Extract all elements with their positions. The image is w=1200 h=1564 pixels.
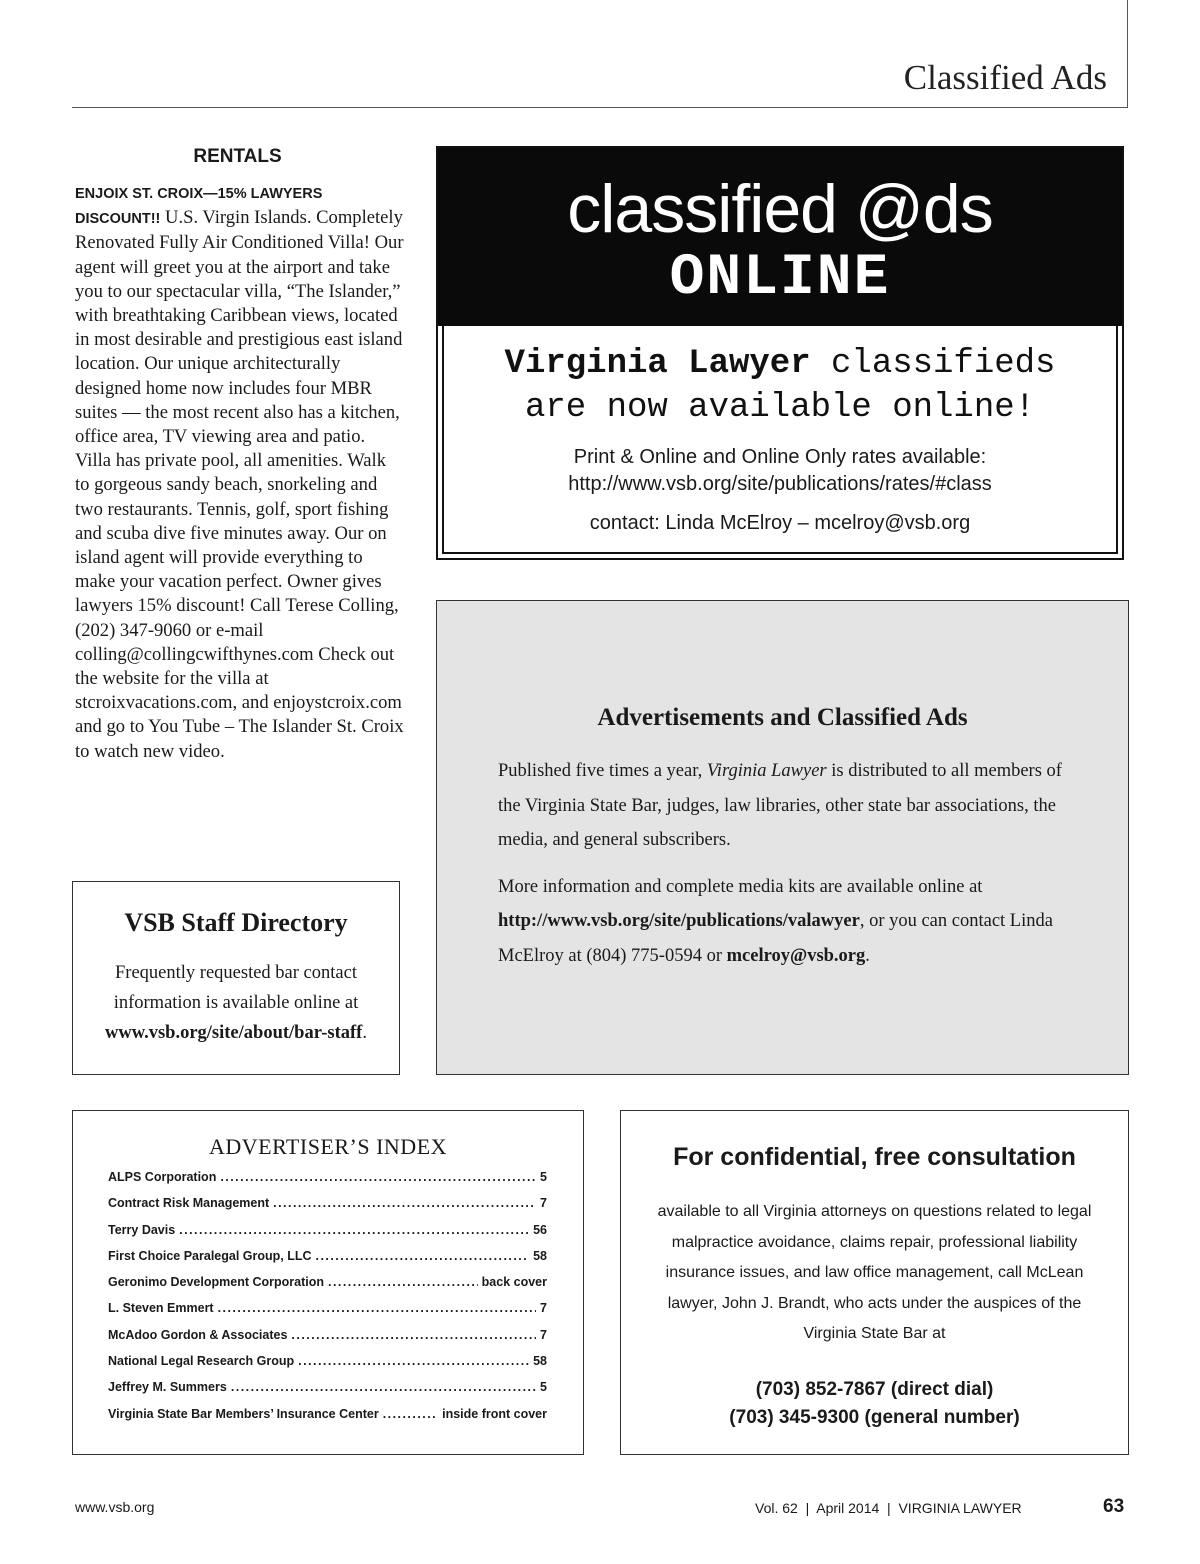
subhead-line2: are now available online! bbox=[524, 389, 1036, 427]
dot-leader bbox=[218, 1301, 536, 1315]
index-entry-page: 7 bbox=[540, 1327, 547, 1342]
distribution-paragraph bbox=[498, 754, 1088, 858]
dot-leader bbox=[273, 1196, 536, 1210]
classifieds-online-ad bbox=[436, 146, 1124, 560]
header-divider bbox=[72, 107, 1128, 108]
advertising-info-box bbox=[436, 600, 1129, 1075]
rates-info bbox=[444, 444, 1116, 498]
index-entry-page: 7 bbox=[540, 1196, 547, 1211]
advertiser-index-list bbox=[108, 1170, 547, 1433]
media-kit-link[interactable]: http://www.vsb.org/site/publications/valawyer bbox=[498, 911, 860, 931]
rental-listing-text: U.S. Virgin Islands. Completely Renovated Fully Air Conditioned Villa! Our agent will greet you at the airport and take you to our spectacular villa, “The Islander,” with breathtaking Caribbean views, located in most desirable and prestigious east island location. Our unique architecturally designed home now includes four MBR suites — the most recent also has a kitchen, office area, TV viewing area and patio. Villa has private pool, all amenities. Walk to gorgeous sandy beach, snorkeling and two restaurants. Tennis, golf, sport fishing and scuba dive five minutes away. Our on island agent will provide everything to make your vacation perfect. Owner gives lawyers 15% discount! Call Terese Colling, (202) 347-9060 or e-mail colling@collingcwifthynes.com Check out the website for the villa at stcroixvacations.com, and enjoystcroix.com and go to You Tube – The Islander St. Croix to watch new video. bbox=[75, 207, 404, 762]
media-kit-period: . bbox=[865, 945, 870, 966]
distribution-text: Published five times a year, bbox=[498, 761, 707, 781]
index-entry-name: McAdoo Gordon & Associates bbox=[108, 1327, 288, 1342]
staff-directory-title: VSB Staff Directory bbox=[124, 908, 348, 937]
advertiser-index-title: ADVERTISER’S INDEX bbox=[208, 1134, 448, 1159]
index-entry-page: inside front cover bbox=[442, 1406, 547, 1421]
media-kit-paragraph bbox=[498, 870, 1088, 974]
index-entry bbox=[108, 1407, 547, 1433]
index-entry-name: Terry Davis bbox=[108, 1222, 176, 1237]
index-entry-page: 56 bbox=[533, 1222, 547, 1237]
classifieds-online-word: ONLINE bbox=[669, 246, 891, 311]
index-entry bbox=[108, 1275, 547, 1301]
index-entry bbox=[108, 1170, 547, 1196]
index-entry bbox=[108, 1354, 547, 1380]
index-entry-name: ALPS Corporation bbox=[108, 1170, 217, 1184]
index-entry-name: Geronimo Development Corporation bbox=[108, 1275, 324, 1290]
staff-directory-box bbox=[72, 881, 400, 1075]
index-entry-page: 5 bbox=[540, 1170, 547, 1184]
advertising-info-title: Advertisements and Classified Ads bbox=[597, 704, 968, 731]
index-entry-name: Contract Risk Management bbox=[108, 1196, 270, 1211]
staff-directory-text: Frequently requested bar contact information is available online at bbox=[113, 963, 359, 1013]
page-section-title: Classified Ads bbox=[903, 58, 1107, 97]
consultation-title: For confidential, free consultation bbox=[673, 1143, 1076, 1171]
index-entry-name: Virginia State Bar Members’ Insurance Center bbox=[108, 1406, 379, 1421]
general-phone: (703) 345-9300 (general number) bbox=[729, 1407, 1020, 1428]
index-entry-name: Jeffrey M. Summers bbox=[108, 1380, 227, 1395]
header-vertical-divider bbox=[1127, 0, 1128, 108]
dot-leader bbox=[298, 1354, 529, 1368]
dot-leader bbox=[383, 1407, 438, 1421]
index-entry-page: back cover bbox=[481, 1275, 547, 1290]
index-entry-page: 7 bbox=[540, 1301, 547, 1316]
direct-dial-phone: (703) 852-7867 (direct dial) bbox=[755, 1379, 994, 1400]
index-entry bbox=[108, 1328, 547, 1354]
advertiser-index-box bbox=[72, 1110, 584, 1455]
magazine-title: Virginia Lawyer bbox=[706, 761, 827, 781]
index-entry bbox=[108, 1249, 547, 1275]
index-entry-name: National Legal Research Group bbox=[108, 1354, 295, 1369]
consultation-phones bbox=[621, 1376, 1128, 1432]
staff-directory-body bbox=[83, 958, 389, 1048]
index-entry bbox=[108, 1380, 547, 1406]
index-entry bbox=[108, 1196, 547, 1222]
rental-listing-title: ENJOIX ST. CROIX—15% LAWYERS DISCOUNT!! bbox=[75, 186, 323, 228]
index-entry-page: 58 bbox=[533, 1354, 547, 1369]
dot-leader bbox=[291, 1328, 536, 1342]
index-entry-page: 5 bbox=[540, 1380, 547, 1395]
index-entry-name: First Choice Paralegal Group, LLC bbox=[108, 1248, 312, 1263]
media-kit-contact-text: , or you can contact Linda McElroy at (804) 775-0594 or bbox=[498, 911, 1053, 966]
dot-leader bbox=[231, 1380, 536, 1394]
footer-website: www.vsb.org bbox=[75, 1499, 155, 1515]
page-number: 63 bbox=[1103, 1496, 1125, 1517]
rentals-heading: RENTALS bbox=[193, 146, 282, 167]
magazine-name: Virginia Lawyer bbox=[504, 345, 811, 383]
dot-leader bbox=[220, 1170, 536, 1184]
index-entry-page: 58 bbox=[533, 1248, 547, 1263]
staff-directory-period: . bbox=[362, 1023, 367, 1043]
index-entry-name: L. Steven Emmert bbox=[108, 1301, 214, 1316]
classifieds-online-headline: classified @ds bbox=[567, 171, 993, 247]
dot-leader bbox=[328, 1275, 478, 1289]
classifieds-online-subhead bbox=[444, 342, 1116, 430]
advertising-info-body bbox=[498, 754, 1088, 985]
rates-link[interactable]: http://www.vsb.org/site/publications/rates/#class bbox=[568, 473, 992, 495]
index-entry bbox=[108, 1301, 547, 1327]
contact-email-link[interactable]: mcelroy@vsb.org bbox=[726, 945, 866, 966]
staff-directory-link[interactable]: www.vsb.org/site/about/bar-staff bbox=[105, 1023, 363, 1043]
classifieds-online-details bbox=[442, 326, 1118, 554]
dot-leader bbox=[179, 1223, 529, 1237]
subhead-text: classifieds bbox=[810, 345, 1056, 383]
index-entry bbox=[108, 1223, 547, 1249]
consultation-box bbox=[620, 1110, 1129, 1455]
footer-issue-info: Vol. 62 | April 2014 | VIRGINIA LAWYER bbox=[755, 1500, 1022, 1516]
classifieds-online-banner bbox=[438, 148, 1122, 326]
dot-leader bbox=[316, 1249, 530, 1263]
rental-listing bbox=[75, 181, 405, 764]
distribution-text-rest: is distributed to all members of the Virginia State Bar, judges, law libraries, other state bar associations, the media, and general subscribers. bbox=[498, 761, 1062, 850]
rates-line: Print & Online and Online Only rates available: bbox=[573, 446, 987, 468]
ad-contact: contact: Linda McElroy – mcelroy@vsb.org bbox=[589, 512, 971, 534]
media-kit-text: More information and complete media kits are available online at bbox=[498, 876, 983, 897]
consultation-body: available to all Virginia attorneys on questions related to legal malpractice avoidance, claims repair, professional liability insurance issues, and law office management, call McLean lawyer, John J. Brandt, who acts under the auspices of the Virginia State Bar at bbox=[657, 1203, 1092, 1342]
